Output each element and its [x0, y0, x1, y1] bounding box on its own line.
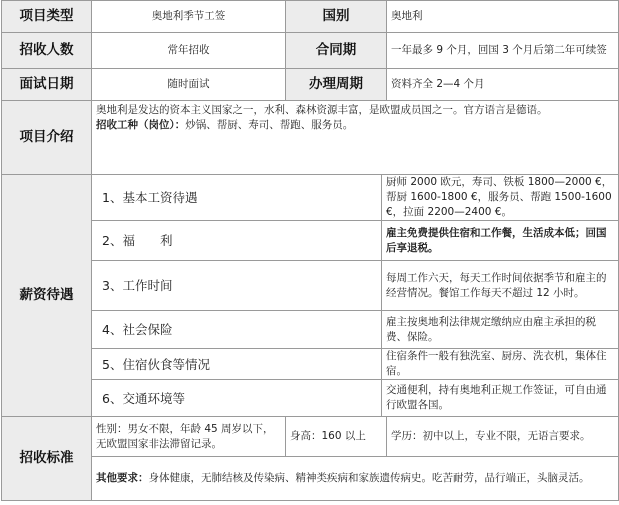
row-interview	[2, 69, 619, 101]
salary-row-2	[2, 221, 619, 261]
jobs-label: 招收工种（岗位）：	[96, 119, 186, 131]
contract-label: 合同期	[286, 33, 387, 69]
country-value: 奥地利	[387, 1, 619, 33]
intro-label: 项目介绍	[2, 101, 92, 175]
salary-item-title: 3、工作时间	[92, 261, 382, 311]
criteria-gender-age: 性别：男女不限，年龄 45 周岁以下，无欧盟国家非法滞留记录。	[92, 417, 286, 457]
salary-row-4	[2, 311, 619, 349]
contract-value: 一年最多 9 个月，回国 3 个月后第二年可续签	[387, 33, 619, 69]
salary-item-detail: 住宿条件一般有独洗室、厨房、洗衣机，集体住宿。	[382, 349, 619, 380]
other-text: 身体健康，无肺结核及传染病、精神类疾病和家族遗传病史。吃苦耐劳，品行端正，头脑灵活。	[148, 472, 590, 484]
salary-item-detail: 每周工作六天，每天工作时间依据季节和雇主的经营情况。餐馆工作每天不超过 12 小时。	[382, 261, 619, 311]
intro-jobs	[96, 118, 614, 133]
criteria-row-1	[2, 417, 619, 457]
other-label: 其他要求：	[96, 472, 149, 484]
row-intro	[2, 101, 619, 175]
criteria-label: 招收标准	[2, 417, 92, 501]
jobs-text: 炒锅、帮厨、寿司、帮跑、服务员。	[185, 119, 354, 131]
interview-label: 面试日期	[2, 69, 92, 101]
process-value: 资料齐全 2—4 个月	[387, 69, 619, 101]
interview-value: 随时面试	[92, 69, 286, 101]
salary-row-1	[2, 175, 619, 221]
criteria-row-2	[2, 457, 619, 501]
criteria-other-cell	[92, 457, 619, 501]
project-type-value: 奥地利季节工签	[92, 1, 286, 33]
salary-item-title: 6、交通环境等	[92, 380, 382, 417]
row-project-type	[2, 1, 619, 33]
salary-item-detail: 雇主按奥地利法律规定缴纳应由雇主承担的税费、保险。	[382, 311, 619, 349]
salary-label: 薪资待遇	[2, 175, 92, 417]
salary-row-5	[2, 349, 619, 380]
country-label: 国别	[286, 1, 387, 33]
salary-item-detail: 厨师 2000 欧元，寿司、铁板 1800—2000 €，帮厨 1600-1800 €，服务员、帮跑 1500-1600 €，拉面 2200—2400 €。	[382, 175, 619, 221]
row-recruit-count	[2, 33, 619, 69]
intro-text: 奥地利是发达的资本主义国家之一，水利、森林资源丰富，是欧盟成员国之一。官方语言是德语。	[96, 104, 548, 116]
salary-row-3	[2, 261, 619, 311]
salary-item-title: 4、社会保险	[92, 311, 382, 349]
process-label: 办理周期	[286, 69, 387, 101]
salary-item-title: 2、福 利	[92, 221, 382, 261]
recruit-count-value: 常年招收	[92, 33, 286, 69]
salary-item-detail: 雇主免费提供住宿和工作餐，生活成本低；回国后享退税。	[382, 221, 619, 261]
intro-cell	[92, 101, 619, 175]
recruitment-info-table	[1, 0, 619, 501]
salary-item-detail: 交通便利，持有奥地利正规工作签证，可自由通行欧盟各国。	[382, 380, 619, 417]
salary-item-title: 5、住宿伙食等情况	[92, 349, 382, 380]
project-type-label: 项目类型	[2, 1, 92, 33]
salary-row-6	[2, 380, 619, 417]
criteria-height: 身高：160 以上	[286, 417, 387, 457]
salary-item-title: 1、基本工资待遇	[92, 175, 382, 221]
recruit-count-label: 招收人数	[2, 33, 92, 69]
criteria-education: 学历：初中以上，专业不限，无语言要求。	[387, 417, 619, 457]
